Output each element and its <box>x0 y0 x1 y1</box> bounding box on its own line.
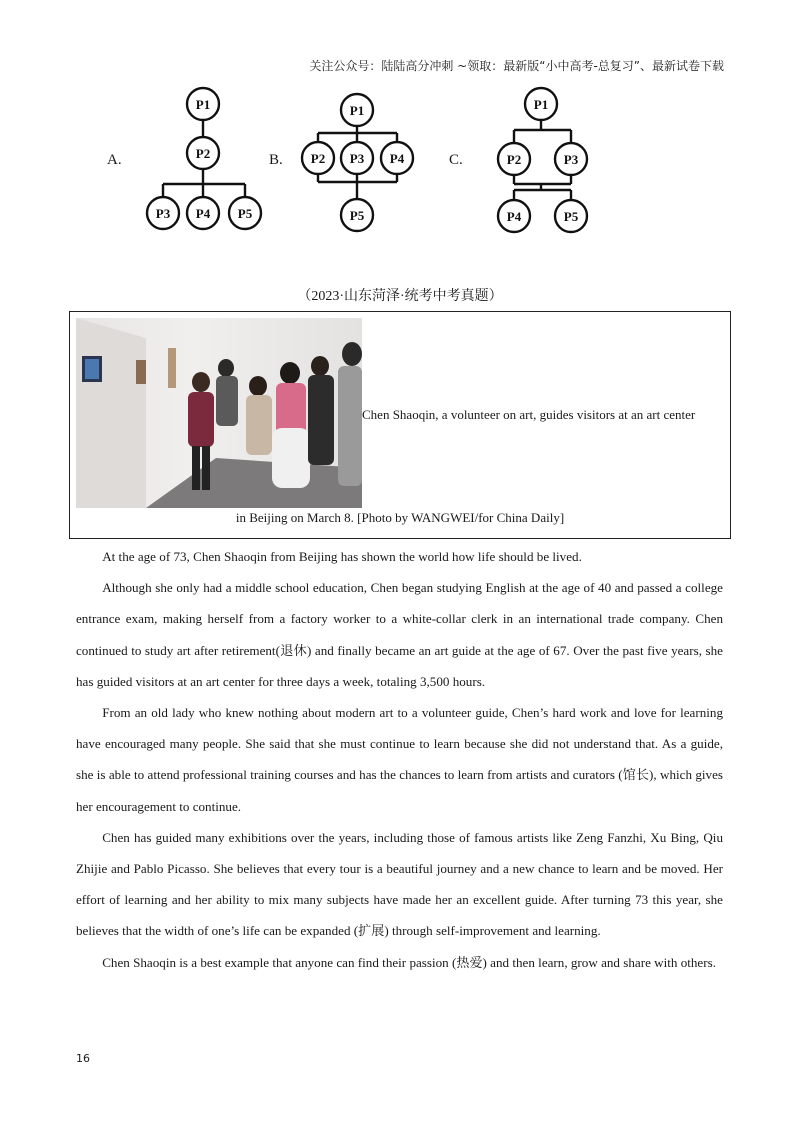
page-header: 关注公众号：陆陆高分冲刺 ~领取：最新版“小中高考-总复习”、最新试卷下载 <box>309 59 724 73</box>
photo-illustration <box>76 318 362 508</box>
c-node-4: P4 <box>506 209 522 224</box>
passage <box>76 541 723 978</box>
option-b-label: B. <box>269 152 283 168</box>
option-a-label: A. <box>107 152 122 168</box>
question-source: （2023·山东菏泽·统考中考真题） <box>297 289 503 304</box>
option-c-label: C. <box>449 152 463 168</box>
page-number: 16 <box>76 1052 90 1065</box>
b-node-5: P5 <box>349 208 365 223</box>
c-node-2: P2 <box>506 152 522 167</box>
b-node-1: P1 <box>349 103 365 118</box>
c-node-3: P3 <box>563 152 579 167</box>
paragraph-1: At the age of 73, Chen Shaoqin from Beijing has shown the world how life should be lived. <box>102 549 582 564</box>
photo-caption-line2: in Beijing on March 8. [Photo by WANGWEI/for China Daily] <box>235 510 565 525</box>
paragraph-4: Chen has guided many exhibitions over the years, including those of famous artists like Zeng Fanzhi, Xu Bing, Qiu Zhijie and Pablo Picasso. She believes that every tour is a beautiful journey and a new chance to learn and be moved. Her effort of learning and her ability to mix many subjects have made her an excellent guide. After turning 73 this year, she believes that the width of one’s life can be expanded (扩展) through self-improvement and learning. <box>76 829 723 939</box>
a-node-4: P4 <box>195 206 211 221</box>
paragraph-3: From an old lady who knew nothing about modern art to a volunteer guide, Chen’s hard work and love for learning have encouraged many people. She said that she must continue to learn because she did not understand that. As a guide, she is able to attend professional training courses and has the chances to learn from artists and curators (馆长), which gives her encouragement to continue. <box>76 705 723 814</box>
photo-caption-line1: Chen Shaoqin, a volunteer on art, guides visitors at an art center <box>362 407 696 422</box>
paragraph-5: Chen Shaoqin is a best example that anyone can find their passion (热爱) and then learn, grow and share with others. <box>102 954 716 970</box>
paragraph-2: Although she only had a middle school education, Chen began studying English at the age of 40 and passed a college entrance exam, making herself from a factory worker to a white-collar clerk in an international trade company. Chen continued to study art after retirement(退休) and finally became an art guide at the age of 67. Over the past five years, she has guided visitors at an art center for three days a week, totaling 3,500 hours. <box>76 580 723 689</box>
figure-box <box>69 311 731 539</box>
a-node-5: P5 <box>237 206 253 221</box>
gallery-photo <box>76 318 362 508</box>
b-node-3: P3 <box>349 151 365 166</box>
b-node-2: P2 <box>310 151 326 166</box>
a-node-2: P2 <box>195 146 211 161</box>
c-node-1: P1 <box>533 97 549 112</box>
a-node-1: P1 <box>195 97 211 112</box>
a-node-3: P3 <box>155 206 171 221</box>
c-node-5: P5 <box>563 209 579 224</box>
option-diagrams <box>0 82 800 242</box>
answer-options <box>0 82 800 242</box>
b-node-4: P4 <box>389 151 405 166</box>
